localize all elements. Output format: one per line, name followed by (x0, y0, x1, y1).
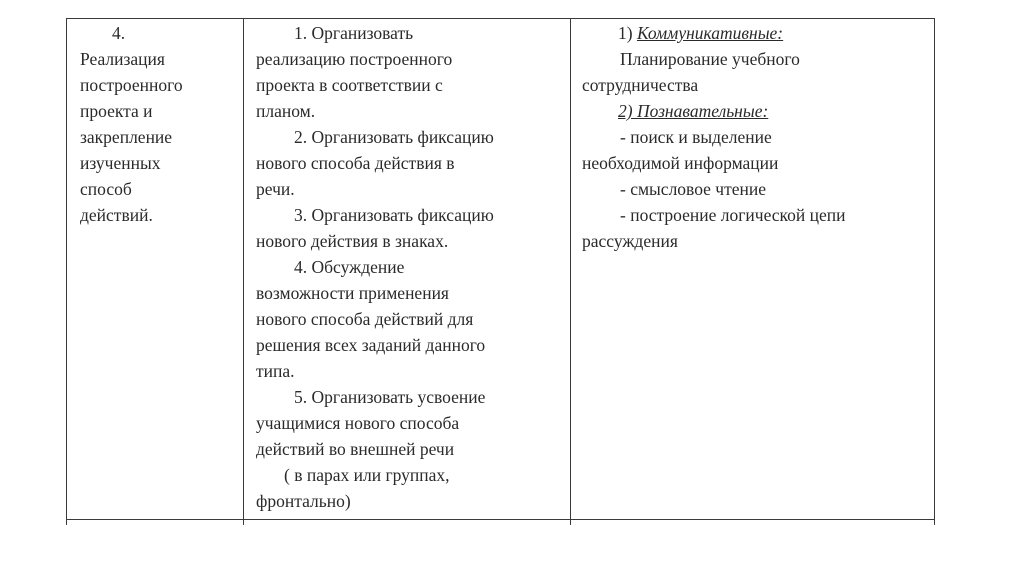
action-text-line: планом. (256, 101, 316, 121)
actions-cell (256, 20, 566, 514)
action-text-line: нового действия в знаках. (256, 231, 449, 251)
communicative-text-line: сотрудничества (582, 75, 699, 95)
action-text-line: типа. (256, 361, 295, 381)
stage-text-line: способ (80, 179, 132, 199)
cognitive-text-line: необходимой информации (582, 153, 779, 173)
action-text-line: реализацию построенного (256, 49, 453, 69)
table-top-border (66, 18, 935, 19)
action-text-line: действий во внешней речи (256, 439, 455, 459)
stage-cell (80, 20, 240, 228)
action-text-line: проекта в соответствии с (256, 75, 443, 95)
action-item-4: 4. Обсуждение (294, 257, 405, 277)
action-text-line: решения всех заданий данного (256, 335, 486, 355)
action-text-line: нового способа действий для (256, 309, 474, 329)
cognitive-heading: 2) Познавательные: (618, 101, 769, 121)
action-text-line: ( в парах или группах, (284, 465, 450, 485)
cognitive-item: - смысловое чтение (620, 179, 767, 199)
action-item-5: 5. Организовать усвоение (294, 387, 486, 407)
cognitive-text-line: рассуждения (582, 231, 678, 251)
action-item-1: 1. Организовать (294, 23, 414, 43)
action-text-line: возможности применения (256, 283, 449, 303)
stage-text-line: изученных (80, 153, 161, 173)
action-text-line: нового способа действия в (256, 153, 455, 173)
action-item-2: 2. Организовать фиксацию (294, 127, 494, 147)
table-left-border (66, 18, 67, 525)
communicative-heading (582, 20, 930, 46)
stage-text-line: построенного (80, 75, 183, 95)
stage-number: 4. (112, 23, 126, 43)
action-text-line: речи. (256, 179, 295, 199)
communicative-title: Коммуникативные: (636, 23, 784, 43)
column-divider-1 (243, 18, 244, 525)
table-right-border (934, 18, 935, 525)
stage-text-line: закрепление (80, 127, 173, 147)
action-text-line: учащимися нового способа (256, 413, 460, 433)
table-bottom-border (66, 519, 935, 520)
action-item-3: 3. Организовать фиксацию (294, 205, 494, 225)
stage-text-line: Реализация (80, 49, 165, 69)
communicative-text-line: Планирование учебного (620, 49, 800, 69)
stage-text-line: проекта и (80, 101, 153, 121)
stage-text-line: действий. (80, 205, 153, 225)
communicative-prefix: 1) (618, 23, 637, 43)
cognitive-item: - поиск и выделение (620, 127, 772, 147)
uud-cell (582, 20, 930, 254)
cognitive-item: - построение логической цепи (620, 205, 846, 225)
column-divider-2 (570, 18, 571, 525)
action-text-line: фронтально) (256, 491, 351, 511)
